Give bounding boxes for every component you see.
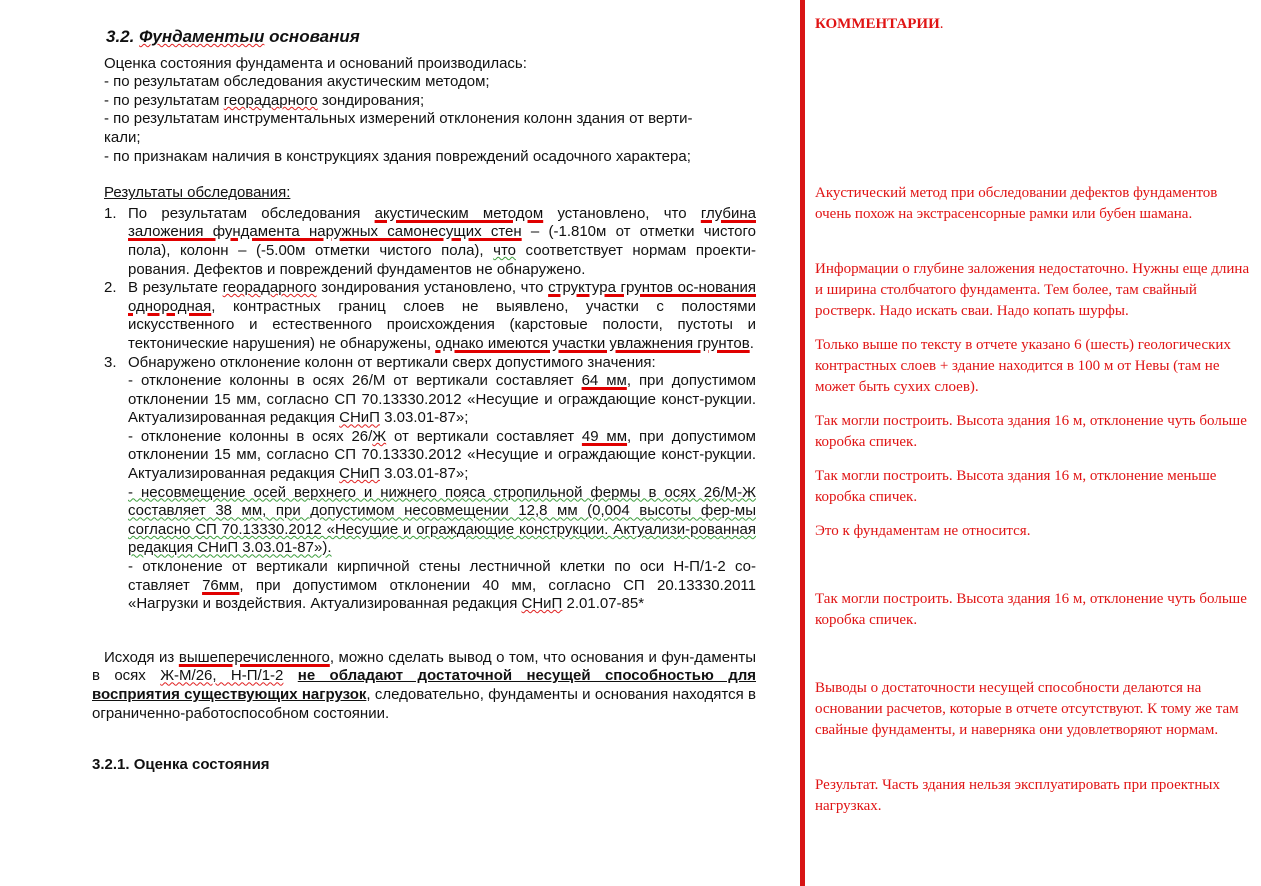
comment-note: Информации о глубине заложения недостаточно. Нужны еще длина и ширина столбчатого фундамента. Тем более, там свайный ростверк. Надо искать сваи. Надо копать шурфы. xyxy=(815,261,1250,319)
comment-note: Результат. Часть здания нельзя эксплуатировать при проектных нагрузках. xyxy=(815,777,1220,814)
intro-line: - по признакам наличия в конструкциях здания повреждений осадочного характера; xyxy=(104,147,691,165)
intro-block xyxy=(92,55,756,167)
comments-title: КОММЕНТАРИИ. xyxy=(815,16,944,32)
comment-note: Только выше по тексту в отчете указано 6 (шесть) геологических контрастных слоев + здание находится в 100 м от Невы (там не может быть сухих слоев). xyxy=(815,337,1231,395)
comment-note: Так могли построить. Высота здания 16 м, отклонение меньше коробка спичек. xyxy=(815,468,1217,505)
red-divider xyxy=(800,0,805,886)
comment-note: Выводы о достаточности несущей способности делаются на основании расчетов, которые в отчете отсутствуют. К тому же там свайные фундаменты, и наверняка они удовлетворяют нормам. xyxy=(815,680,1239,738)
intro-line: - по результатам обследования акустическим методом; xyxy=(104,73,490,91)
intro-line: Оценка состояния фундамента и оснований производилась: xyxy=(104,54,527,72)
highlight-soil: структура грунтов ос-нования однородная xyxy=(128,279,757,315)
results-title: Результаты обследования: xyxy=(104,184,291,202)
section-heading: 3.2. Фундаментыи основания xyxy=(106,27,360,46)
list-item: 1. По результатам обследования акустическим методом установлено, что глубина заложения фундамента наружных самонесущих стен – (-1.810м от отметки чистого пола), колонн – (-5.00м отметки чистого пола), что соответствует нормам проекти-рования. Дефектов и повреждений фундаментов не обнаружено. xyxy=(104,204,756,278)
highlight-76mm: 76мм xyxy=(202,576,240,594)
comment-note: Это к фундаментам не относится. xyxy=(815,523,1031,539)
list-item: 2. В результате георадарного зондирования установлено, что структура грунтов ос-нования однородная, контрастных границ слоев не выявлено, участки с полостями искусственного и естественного происхождения (карстовые полости, пустоты и тектонические нарушения) не обнаружены, однако имеются участки увлажнения грунтов. xyxy=(104,279,757,352)
document-page xyxy=(92,28,756,775)
truss-misalignment-text: - несовмещение осей верхнего и нижнего пояса стропильной фермы в осях 26/М-Ж составляет 38 мм, при допустимом несовмещении 12,8 мм (0,004 высоты фер-мы согласно СП 70.13330.2012 «Несущие и ограждающие конструкции. Актуализи-рованная редакция СНиП 3.03.01-87»). xyxy=(128,483,756,557)
highlight-acoustic: акустическим методом xyxy=(374,204,544,222)
comment-note: Акустический метод при обследовании дефектов фундаментов очень похож на экстрасенсорные рамки или бубен шамана. xyxy=(815,185,1218,222)
conclusion-bold: не обладают достаточной несущей способностью для восприятия существующих нагрузок xyxy=(92,667,757,703)
subsection-heading: 3.2.1. Оценка состояния xyxy=(92,756,270,774)
highlight-above: вышеперечисленного xyxy=(178,648,330,666)
intro-line: кали; xyxy=(104,128,141,146)
highlight-64mm: 64 мм xyxy=(581,372,627,390)
intro-line: - по результатам инструментальных измерений отклонения колонн здания от верти- xyxy=(104,110,693,128)
comment-note: Так могли построить. Высота здания 16 м, отклонение чуть больше коробка спичек. xyxy=(815,591,1247,628)
results-list xyxy=(92,205,756,614)
list-item: 3. Обнаружено отклонение колонн от вертикали сверх допустимого значения: - отклонение колонны в осях 26/М от вертикали составляет 64 мм, при допустимом отклонении 15 мм, согласно СП 70.13330.2012 «Несущие и ограждающие конст-рукции. Актуализированная редакция СНиП 3.03.01-87»; - отклонение колонны в осях 26/Ж от вертикали составляет 49 мм, при допустимом отклонении 15 мм, согласно СП 70.13330.2012 «Несущие и ограждающие конст-рукции. Актуализированная редакция СНиП 3.03.01-87»; - несовмещение осей верхнего и нижнего пояса стропильной фермы в осях 26/М-Ж составляет 38 мм, при допустимом несовмещении 12,8 мм (0,004 высоты фер-мы согласно СП 70.13330.2012 «Несущие и ограждающие конструкции. Актуализи-рованная редакция СНиП 3.03.01-87»). - отклонение от вертикали кирпичной стены лестничной клетки по оси Н-П/1-2 со-ставляет 76мм, при допустимом отклонении 40 мм, согласно СП 20.13330.2011 «Нагрузки и воздействия. Актуализированная редакция СНиП 2.01.07-85* xyxy=(104,353,756,613)
highlight-49mm: 49 мм xyxy=(581,427,628,445)
comment-note: Так могли построить. Высота здания 16 м, отклонение чуть больше коробка спичек. xyxy=(815,413,1247,450)
conclusion-paragraph: Исходя из вышеперечисленного, можно сделать вывод о том, что основания и фун-даменты в осях Ж-М/26, Н-П/1-2 не обладают достаточной несущей способностью для восприятия существующих нагрузок, следовательно, фундаменты и основания находятся в ограниченно-работоспособном состоянии. xyxy=(92,648,757,722)
highlight-depth: глубина заложения фундамента наружных самонесущих стен xyxy=(128,204,756,241)
intro-line: - по результатам георадарного зондирования; xyxy=(104,91,425,109)
highlight-moisture: однако имеются участки увлажнения грунтов xyxy=(435,334,750,352)
